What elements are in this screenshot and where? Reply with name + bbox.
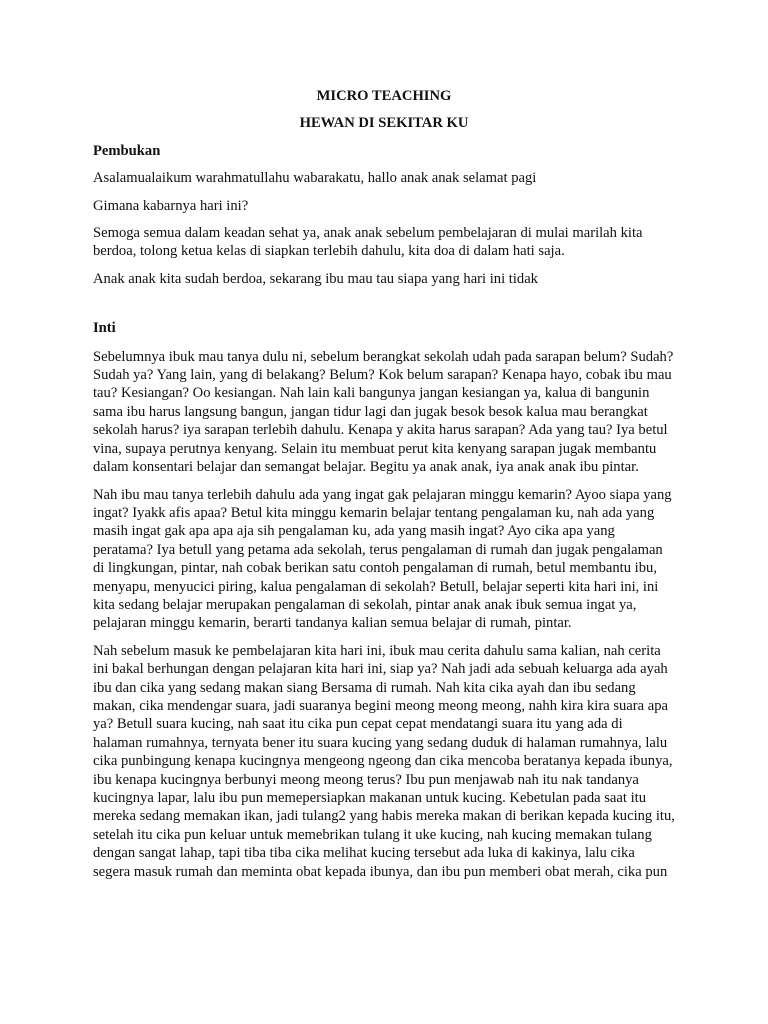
document-page	[93, 87, 675, 890]
paragraph-greeting: Asalamualaikum warahmatullahu wabarakatu, hallo anak anak selamat pagi	[93, 170, 537, 187]
document-title: MICRO TEACHING	[316, 88, 452, 104]
paragraph-breakfast: Sebelumnya ibuk mau tanya dulu ni, sebelum berangkat sekolah udah pada sarapan belum? Sudah? Sudah ya? Yang lain, yang di belakang? Belum? Kok belum sarapan? Kenapa hayo, cobak ibu mau tau? Kesiangan? Oo kesiangan. Nah lain kali bangunya jangan kesiangan ya, kalua di bangunin sama ibu harus langsung bangun, jangan tidur lagi dan jugak besok besok kalua mau berangkat sekolah harus? iya sarapan terlebih dahulu. Kenapa y akita harus sarapan? Ada yang tau? Iya betul vina, supaya perutnya kenyang. Selain itu membuat perut kita kenyang sarapan jugak membantu dalam konsentari belajar dan semangat belajar. Begitu ya anak anak, iya anak anak ibu pintar.	[93, 348, 674, 476]
section-heading-core: Inti	[93, 320, 116, 337]
paragraph-how-are-you: Gimana kabarnya hari ini?	[93, 197, 249, 214]
paragraph-story: Nah sebelum masuk ke pembelajaran kita hari ini, ibuk mau cerita dahulu sama kalian, nah cerita ini bakal berhungan dengan pelajaran kita hari ini, siap ya? Nah jadi ada sebuah keluarga ada ayah ibu dan cika yang sedang makan siang Bersama di rumah. Nah kita cika ayah dan ibu sedang makan, cika mendengar suara, jadi suaranya begini meong meong meong, nahh kira kira suara apa ya? Betull suara kucing, nah saat itu cika pun cepat cepat mendatangi suara itu yang ada di halaman rumahnya, ternyata bener itu suara kucing yang sedang duduk di halaman rumahnya, lalu cika punbingung kenapa kucingnya mengeong ngeong dan cika mencoba beratanya kepada ibunya, ibu kenapa kucingnya berbunyi meong meong terus? Ibu pun menjawab nah itu nak tandanya kucingnya lapar, lalu ibu pun memepersiapkan makanan untuk kucing. Kebetulan pada saat itu mereka sedang memakan ikan, jadi tulang2 yang habis mereka makan di berikan kepada kucing itu, setelah itu cika pun keluar untuk memebrikan tulang it uke kucing, nah kucing memakan tulang dengan sangat lahap, tapi tiba tiba cika melihat kucing tersebut ada luka di kakinya, lalu cika segera masuk rumah dan meminta obat kepada ibunya, dan ibu pun memberi obat merah, cika pun	[93, 642, 675, 880]
section-spacer	[93, 297, 675, 319]
paragraph-prayer: Semoga semua dalam keadan sehat ya, anak anak sebelum pembelajaran di mulai marilah kita berdoa, tolong ketua kelas di siapkan terlebih dahulu, kita doa di dalam hati saja.	[93, 225, 643, 260]
paragraph-attendance: Anak anak kita sudah berdoa, sekarang ibu mau tau siapa yang hari ini tidak	[93, 270, 538, 287]
paragraph-last-lesson: Nah ibu mau tanya terlebih dahulu ada yang ingat gak pelajaran minggu kemarin? Ayoo siapa yang ingat? Iyakk afis apaa? Betul kita minggu kemarin belajar tentang pengalaman ku, nah ada yang masih ingat gak apa apa aja sih pengalaman ku, ada yang masih ingat? Ayo cika apa yang peratama? Iya betull yang petama ada sekolah, terus pengalaman di rumah dan jugak pengalaman di lingkungan, pintar, nah cobak berikan satu contoh pengalaman di rumah, betul membantu ibu, menyapu, menyucici piring, kalua pengalaman di sekolah? Betull, belajar seperti kita hari ini, ini kita sedang belajar merupakan pengalaman di sekolah, pintar anak anak ibuk semua ingat ya, pelajaran minggu kemarin, berarti tandanya kalian semua belajar di rumah, pintar.	[93, 486, 672, 632]
document-subtitle: HEWAN DI SEKITAR KU	[299, 115, 469, 132]
section-heading-opening: Pembukan	[93, 142, 161, 159]
